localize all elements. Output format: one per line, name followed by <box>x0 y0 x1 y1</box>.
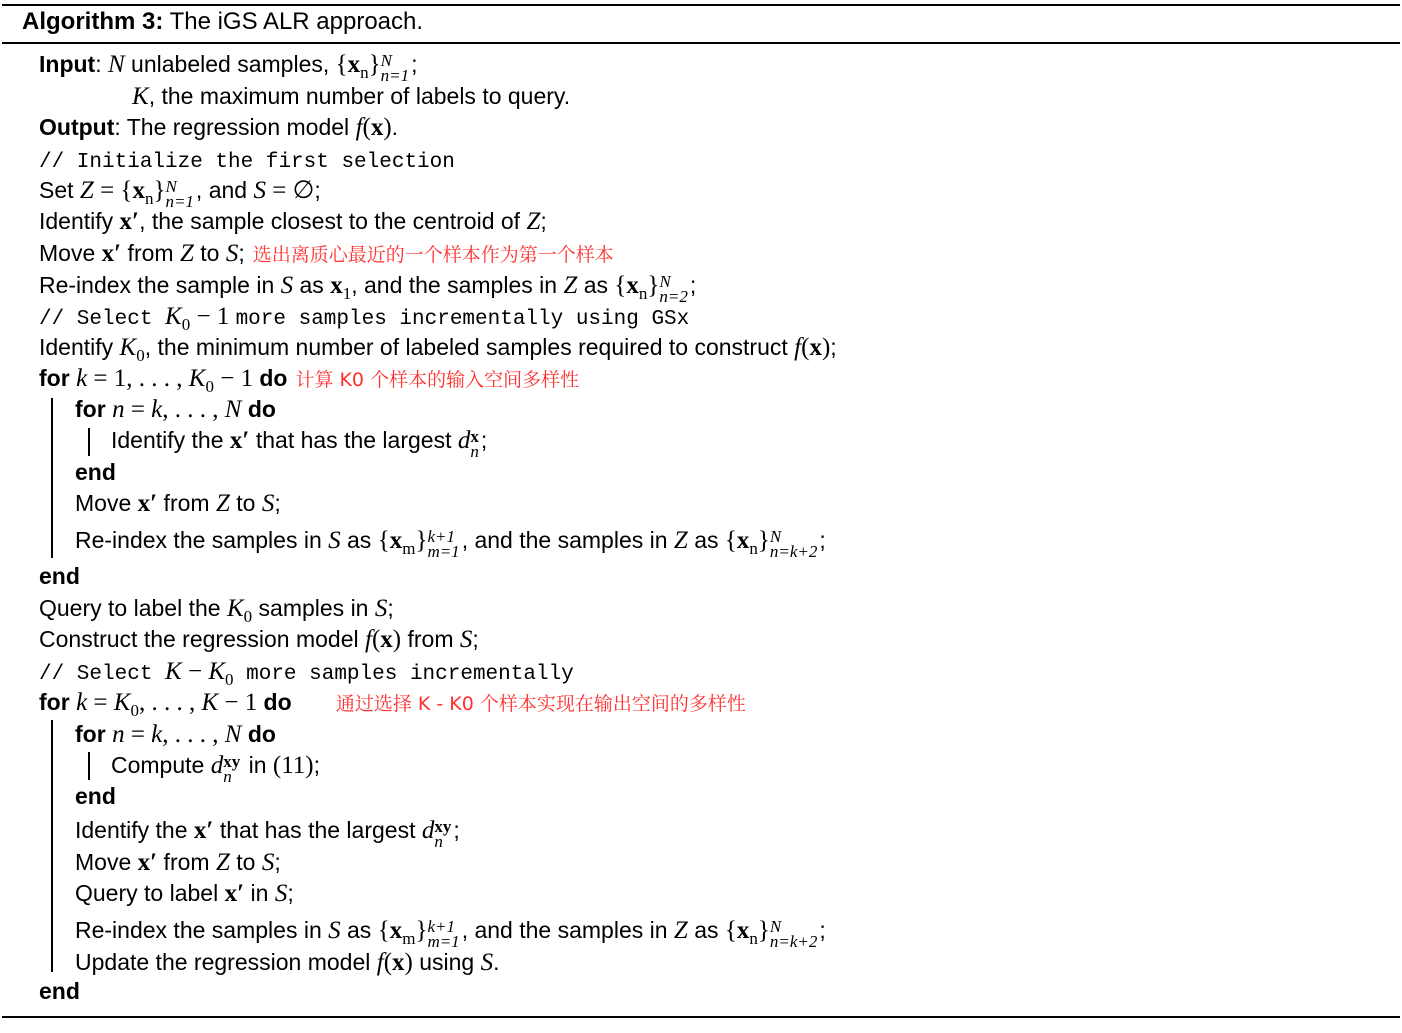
algorithm-line <box>111 425 487 459</box>
math-italic: N <box>107 51 125 78</box>
text: : The regression model <box>114 114 356 140</box>
math-bold: x <box>380 626 393 653</box>
subscript: 0 <box>181 315 191 334</box>
math: ) <box>383 114 392 141</box>
subscript: m=1 <box>427 932 460 951</box>
text: Identify the <box>75 817 194 843</box>
sub-superscript <box>165 179 193 209</box>
text: Update the regression model <box>75 949 377 975</box>
math: ( <box>362 114 371 141</box>
superscript: N <box>380 51 392 70</box>
keyword: end <box>39 563 80 589</box>
text: : <box>95 51 108 77</box>
math: } <box>757 917 770 944</box>
math-italic: S <box>459 626 473 653</box>
algorithm-line <box>75 847 281 878</box>
text: , and the samples in <box>461 917 674 943</box>
text: ; <box>819 917 826 943</box>
algorithm-title <box>22 8 423 36</box>
subscript: n=k+2 <box>769 542 818 561</box>
subscript: n=k+2 <box>769 932 818 951</box>
math: ( <box>383 949 393 976</box>
math: { <box>377 527 390 554</box>
algorithm-line <box>39 206 547 237</box>
text: Move <box>39 240 102 266</box>
subscript: 0 <box>205 377 214 396</box>
algorithm-line <box>111 750 320 784</box>
text: as <box>293 272 331 298</box>
math-italic: Z <box>563 272 578 299</box>
text: ; <box>313 752 321 778</box>
top-rule <box>2 4 1400 6</box>
annotation: 通过选择 K - K0 个样本实现在输出空间的多样性 <box>299 693 746 715</box>
math-bold: x <box>132 177 145 204</box>
subscript: n=1 <box>380 66 410 85</box>
subscript: 1 <box>342 284 352 303</box>
keyword: do <box>247 396 276 422</box>
math: , . . . , <box>162 721 225 748</box>
text: that has the largest <box>249 427 458 453</box>
math-italic: S <box>253 177 266 204</box>
math-italic: S <box>328 917 341 944</box>
keyword: end <box>39 978 80 1004</box>
text: as <box>687 527 725 553</box>
text: Identify <box>39 334 120 360</box>
math-italic: K <box>208 658 226 685</box>
math-italic: K <box>201 689 219 716</box>
math: (11) <box>272 752 314 779</box>
math-italic: K <box>119 334 137 361</box>
keyword: for <box>75 396 106 422</box>
text: from <box>157 849 216 875</box>
text: ; <box>287 880 294 906</box>
algorithm-line <box>75 947 500 978</box>
text: samples in <box>252 595 375 621</box>
math-italic: S <box>328 527 341 554</box>
math-bold: x <box>809 334 822 361</box>
math-italic: K <box>132 83 149 110</box>
algorithm-line <box>39 976 80 1006</box>
text: unlabeled samples, <box>124 51 336 77</box>
keyword: do <box>259 365 288 391</box>
math-italic: k <box>151 721 163 748</box>
math-italic: k <box>76 365 88 392</box>
text: Re-index the sample in <box>39 272 281 298</box>
superscript: xy <box>223 752 241 771</box>
math-italic: f <box>365 626 372 653</box>
math-bold: x′ <box>229 427 250 454</box>
subscript: n <box>144 189 154 208</box>
text: as <box>577 272 615 298</box>
text: . <box>493 949 500 975</box>
math-italic: d <box>421 817 435 844</box>
text: , and <box>195 177 254 203</box>
superscript: N <box>165 177 177 196</box>
text: Identify <box>39 208 120 234</box>
math: ) <box>392 626 402 653</box>
sub-superscript <box>427 529 459 559</box>
text: , the minimum number of labeled samples required to construct <box>144 334 795 360</box>
title-rule <box>2 42 1400 44</box>
algorithm-label: Algorithm 3: <box>22 8 164 35</box>
math-italic: S <box>274 880 288 907</box>
math-italic: d <box>210 752 224 779</box>
math-italic: K <box>113 689 131 716</box>
algorithm-line <box>39 561 80 591</box>
superscript: k+1 <box>427 917 455 936</box>
subscript: 0 <box>243 607 253 626</box>
math-italic: k <box>151 396 163 423</box>
keyword: end <box>75 783 116 809</box>
text: ; <box>689 272 697 298</box>
text: ; <box>480 427 488 453</box>
math: = <box>124 721 152 748</box>
math: } <box>415 527 428 554</box>
loop-bar <box>88 428 90 456</box>
math: = ∅ <box>265 177 315 204</box>
math: = { <box>93 177 133 204</box>
keyword: for <box>39 689 70 715</box>
algorithm-line <box>75 781 116 811</box>
text: as <box>687 917 725 943</box>
math-italic: S <box>480 949 494 976</box>
subscript: m <box>402 539 416 558</box>
loop-bar <box>51 398 53 558</box>
text: Move <box>75 849 138 875</box>
math-bold: x′ <box>119 208 140 235</box>
math-bold: x <box>736 527 750 554</box>
math-bold: x′ <box>137 849 158 876</box>
math: − <box>181 658 209 685</box>
text: using <box>412 949 481 975</box>
math-italic: N <box>224 721 242 748</box>
math-italic: N <box>224 396 242 423</box>
text: ; <box>274 849 281 875</box>
math: { <box>724 917 737 944</box>
math-bold: x′ <box>137 490 158 517</box>
sub-superscript <box>470 429 479 459</box>
superscript: N <box>769 917 782 936</box>
sub-superscript <box>427 919 459 949</box>
math: − 1 <box>190 303 236 330</box>
loop-bar <box>88 752 90 780</box>
subscript: m <box>402 929 416 948</box>
math-bold: x <box>626 272 639 299</box>
keyword: do <box>263 689 292 715</box>
algorithm-name: The iGS ALR approach. <box>163 8 424 35</box>
sub-superscript <box>659 274 687 304</box>
math-bold: x <box>347 51 361 78</box>
sub-superscript <box>770 919 818 949</box>
math: − 1 <box>218 689 264 716</box>
math-italic: K <box>165 658 182 685</box>
math: { <box>335 51 348 78</box>
algorithm-line <box>75 394 276 425</box>
text: that has the largest <box>213 817 422 843</box>
comment: more samples incrementally <box>233 663 574 686</box>
comment: // Select <box>39 663 166 686</box>
annotation: 选出离质心最近的一个样本作为第一个样本 <box>252 244 614 266</box>
algorithm-line <box>75 719 276 750</box>
math: − 1 <box>213 365 260 392</box>
math-italic: Z <box>526 208 541 235</box>
text: . <box>391 114 399 140</box>
text: in <box>244 880 275 906</box>
text: , and the samples in <box>461 527 674 553</box>
math-bold: x <box>370 114 384 141</box>
math-italic: f <box>794 334 802 361</box>
math-italic: S <box>280 272 294 299</box>
text: ; <box>453 817 460 843</box>
algorithm-line <box>75 878 294 909</box>
bottom-rule <box>2 1016 1400 1018</box>
math-bold: x <box>389 527 403 554</box>
comment: // Initialize the first selection <box>39 151 455 174</box>
math-italic: d <box>457 427 471 454</box>
subscript: 0 <box>136 346 145 365</box>
keyword: for <box>75 721 106 747</box>
math: { <box>377 917 390 944</box>
text: Construct the regression model <box>39 626 365 652</box>
keyword: Input <box>39 51 96 77</box>
text: Re-index the samples in <box>75 917 329 943</box>
text: Compute <box>111 752 211 778</box>
math: ( <box>371 626 381 653</box>
math: } <box>757 527 770 554</box>
text: ; <box>819 527 826 553</box>
algorithm-line <box>75 525 826 564</box>
annotation: 计算 K0 个样本的输入空间多样性 <box>295 369 580 391</box>
math: } <box>368 51 381 78</box>
math: = 1, . . . , <box>87 365 189 392</box>
math-italic: Z <box>179 240 194 267</box>
text: ; <box>472 626 479 652</box>
text: Query to label the <box>39 595 227 621</box>
keyword: do <box>247 721 276 747</box>
math-italic: S <box>261 490 275 517</box>
subscript: n <box>749 539 758 558</box>
math: } <box>647 272 660 299</box>
text: ; <box>540 208 547 234</box>
sub-superscript <box>223 754 240 784</box>
text: to <box>229 849 262 875</box>
text: , and the samples in <box>351 272 564 298</box>
math: { <box>614 272 627 299</box>
math-bold: x <box>736 917 750 944</box>
text: from <box>157 490 216 516</box>
math: = <box>124 396 152 423</box>
math-bold: x <box>392 949 405 976</box>
text: ; <box>387 595 394 621</box>
subscript: n <box>749 929 758 948</box>
math-italic: Z <box>673 527 688 554</box>
math-italic: n <box>112 721 125 748</box>
text: Set <box>39 177 80 203</box>
math-italic: Z <box>79 177 94 204</box>
math-bold: x <box>389 917 403 944</box>
comment: more samples incrementally using GSx <box>235 308 690 331</box>
subscript: 0 <box>225 670 234 689</box>
math-italic: K <box>165 303 182 330</box>
subscript: n=1 <box>165 192 194 211</box>
loop-bar <box>51 720 53 972</box>
text: from <box>121 240 180 266</box>
text: , the maximum number of labels to query. <box>148 83 571 109</box>
text: Identify the <box>111 427 230 453</box>
sub-superscript <box>381 53 409 83</box>
subscript: n <box>434 832 443 851</box>
text: in <box>242 752 273 778</box>
algorithm-line <box>132 81 570 112</box>
algorithm-line <box>39 238 614 270</box>
math-italic: Z <box>215 490 230 517</box>
subscript: m=1 <box>427 542 460 561</box>
math-italic: S <box>261 849 275 876</box>
keyword: end <box>75 459 116 485</box>
superscript: N <box>769 527 782 546</box>
subscript: n=2 <box>659 287 688 306</box>
text: ; <box>411 51 418 77</box>
math-bold: x′ <box>101 240 122 267</box>
superscript: x <box>470 427 479 446</box>
algorithm-line <box>39 144 455 178</box>
algorithm-line <box>75 488 281 519</box>
superscript: N <box>659 272 671 291</box>
algorithm-line <box>39 112 398 143</box>
text: to <box>229 490 262 516</box>
math-italic: S <box>374 595 388 622</box>
subscript: n <box>360 63 369 82</box>
math: } <box>153 177 166 204</box>
math-italic: Z <box>673 917 688 944</box>
math: ( <box>801 334 810 361</box>
math: , . . . , <box>162 396 225 423</box>
text: Re-index the samples in <box>75 527 329 553</box>
math-italic: f <box>376 949 384 976</box>
subscript: n <box>223 767 232 786</box>
math: ) <box>404 949 413 976</box>
math-italic: Z <box>215 849 230 876</box>
math-italic: S <box>225 240 239 267</box>
math-bold: x <box>330 272 343 299</box>
math-bold: x′ <box>193 817 214 844</box>
algorithm-line <box>39 624 479 655</box>
math-italic: K <box>226 595 244 622</box>
math: { <box>724 527 737 554</box>
text: ; <box>830 334 837 360</box>
algorithm-line <box>75 457 116 487</box>
subscript: 0 <box>130 701 139 720</box>
text: ; <box>274 490 281 516</box>
math: = <box>87 689 114 716</box>
math-italic: K <box>188 365 206 392</box>
math-italic: f <box>355 114 363 141</box>
text: from <box>401 626 460 652</box>
math: , . . . , <box>138 689 202 716</box>
text: to <box>193 240 226 266</box>
keyword: Output <box>39 114 115 140</box>
math: ) <box>821 334 831 361</box>
keyword: for <box>39 365 70 391</box>
sub-superscript <box>434 819 451 849</box>
comment: // Select <box>39 308 166 331</box>
superscript: xy <box>434 817 452 836</box>
text: as <box>340 917 378 943</box>
text: as <box>340 527 378 553</box>
text: , the sample closest to the centroid of <box>139 208 527 234</box>
text: Query to label <box>75 880 225 906</box>
subscript: n <box>470 442 479 461</box>
text: ; <box>314 177 321 203</box>
math: } <box>415 917 428 944</box>
subscript: n <box>638 284 648 303</box>
math-italic: k <box>76 689 88 716</box>
algorithm-line <box>75 815 460 849</box>
math-italic: n <box>112 396 125 423</box>
math-bold: x′ <box>224 880 245 907</box>
superscript: k+1 <box>427 527 455 546</box>
sub-superscript <box>770 529 818 559</box>
text: ; <box>238 240 245 266</box>
text: Move <box>75 490 138 516</box>
